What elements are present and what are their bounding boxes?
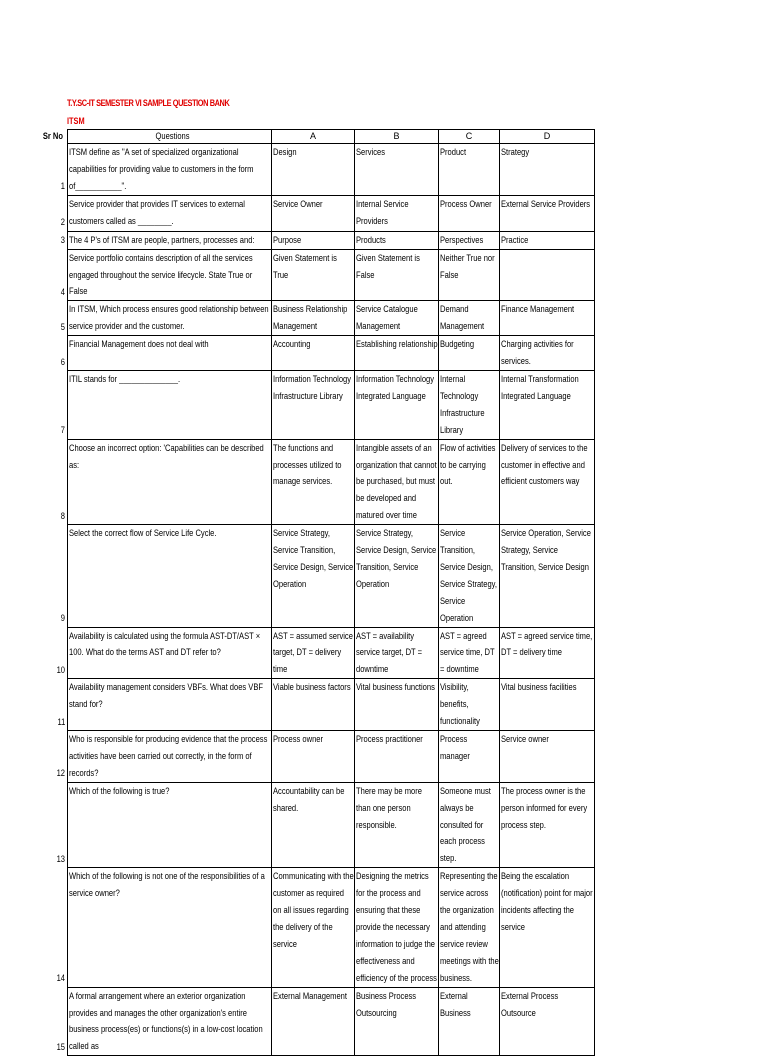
option-c-cell: Someone must always be consulted for each process step. bbox=[438, 782, 499, 868]
option-c-cell: Service Transition, Service Design, Service Strategy, Service Operation bbox=[438, 525, 499, 627]
question-table bbox=[35, 129, 595, 1056]
option-c-cell: AST = agreed service time, DT = downtime bbox=[438, 627, 499, 679]
option-a-cell: Process owner bbox=[271, 731, 354, 783]
srno-cell: 9 bbox=[61, 613, 66, 624]
table-row bbox=[35, 731, 594, 783]
option-a-cell: Communicating with the customer as required on all issues regarding the delivery of the service bbox=[271, 868, 354, 987]
option-d-cell: Internal Transformation Integrated Language bbox=[499, 370, 594, 439]
srno-cell: 5 bbox=[61, 321, 66, 332]
option-b-cell: Business Process Outsourcing bbox=[354, 987, 438, 1056]
srno-cell: 12 bbox=[57, 768, 66, 779]
option-b-cell: Process practitioner bbox=[354, 731, 438, 783]
table-row bbox=[35, 627, 594, 679]
table-row bbox=[35, 987, 594, 1056]
question-cell: Availability is calculated using the formula AST-DT/AST × 100. What do the terms AST and DT refer to? bbox=[67, 627, 271, 679]
option-b-cell: Establishing relationship bbox=[354, 336, 438, 371]
srno-cell: 2 bbox=[61, 217, 66, 228]
subject-title: ITSM bbox=[67, 116, 85, 126]
option-c-cell: Demand Management bbox=[438, 301, 499, 336]
option-d-cell: Charging activities for services. bbox=[499, 336, 594, 371]
option-b-cell: Services bbox=[354, 144, 438, 196]
option-d-cell: Practice bbox=[499, 231, 594, 249]
option-c-cell: Representing the service across the organization and attending service review meetings with the business. bbox=[438, 868, 499, 987]
table-row bbox=[35, 439, 594, 525]
question-cell: In ITSM, Which process ensures good relationship between service provider and the customer. bbox=[67, 301, 271, 336]
option-d-cell: AST = agreed service time, DT = delivery time bbox=[499, 627, 594, 679]
option-b-cell: Vital business functions bbox=[354, 679, 438, 731]
table-row bbox=[35, 231, 594, 249]
question-cell: Service provider that provides IT services to external customers called as ________. bbox=[67, 195, 271, 231]
option-c-cell: Neither True nor False bbox=[438, 249, 499, 301]
option-b-cell: AST = availability service target, DT = downtime bbox=[354, 627, 438, 679]
option-c-cell: Product bbox=[438, 144, 499, 196]
column-header-srno: Sr No bbox=[43, 130, 64, 141]
srno-cell: 4 bbox=[61, 286, 66, 297]
option-d-cell: Being the escalation (notification) point for major incidents affecting the service bbox=[499, 868, 594, 987]
question-cell: Which of the following is true? bbox=[67, 782, 271, 868]
option-c-cell: Flow of activities to be carrying out. bbox=[438, 439, 499, 525]
srno-cell: 8 bbox=[61, 510, 66, 521]
option-a-cell: Accountability can be shared. bbox=[271, 782, 354, 868]
srno-cell: 3 bbox=[61, 235, 66, 246]
option-b-cell: Intangible assets of an organization that cannot be purchased, but must be developed and matured over time bbox=[354, 439, 438, 525]
option-d-cell: Finance Management bbox=[499, 301, 594, 336]
question-cell: ITIL stands for ______________. bbox=[67, 370, 271, 439]
option-c-cell: Process Owner bbox=[438, 195, 499, 231]
option-b-cell: Products bbox=[354, 231, 438, 249]
table-row bbox=[35, 370, 594, 439]
option-b-cell: Information Technology Integrated Language bbox=[354, 370, 438, 439]
question-cell: Choose an incorrect option: 'Capabilities can be described as: bbox=[67, 439, 271, 525]
option-a-cell: AST = assumed service target, DT = delivery time bbox=[271, 627, 354, 679]
question-cell: Select the correct flow of Service Life Cycle. bbox=[67, 525, 271, 627]
option-d-cell: Delivery of services to the customer in effective and efficient customers way bbox=[499, 439, 594, 525]
option-a-cell: Design bbox=[271, 144, 354, 196]
table-row bbox=[35, 195, 594, 231]
option-b-cell: Internal Service Providers bbox=[354, 195, 438, 231]
srno-cell: 6 bbox=[61, 356, 66, 367]
option-d-cell: Strategy bbox=[499, 144, 594, 196]
option-b-cell: Designing the metrics for the process and ensuring that these provide the necessary information to judge the effectiveness and efficiency of the process bbox=[354, 868, 438, 987]
question-cell: Availability management considers VBFs. What does VBF stand for? bbox=[67, 679, 271, 731]
question-cell: Which of the following is not one of the responsibilities of a service owner? bbox=[67, 868, 271, 987]
table-row bbox=[35, 679, 594, 731]
column-header-a: A bbox=[271, 130, 354, 144]
column-header-d: D bbox=[499, 130, 594, 144]
question-cell: Service portfolio contains description of all the services engaged throughout the service lifecycle. State True or False bbox=[67, 249, 271, 301]
srno-cell: 1 bbox=[61, 181, 66, 192]
document-header bbox=[67, 98, 265, 126]
option-c-cell: Visibility, benefits, functionality bbox=[438, 679, 499, 731]
srno-cell: 13 bbox=[57, 853, 66, 864]
option-a-cell: Given Statement is True bbox=[271, 249, 354, 301]
srno-cell: 14 bbox=[57, 973, 66, 984]
question-cell: ITSM define as "A set of specialized organizational capabilities for providing value to customers in the form of___________". bbox=[67, 144, 271, 196]
option-c-cell: Internal Technology Infrastructure Library bbox=[438, 370, 499, 439]
option-a-cell: Business Relationship Management bbox=[271, 301, 354, 336]
option-c-cell: Process manager bbox=[438, 731, 499, 783]
srno-cell: 10 bbox=[57, 664, 66, 675]
option-d-cell: Vital business facilities bbox=[499, 679, 594, 731]
option-d-cell bbox=[499, 249, 594, 301]
column-header-c: C bbox=[438, 130, 499, 144]
document-title: T.Y.SC-IT SEMESTER VI SAMPLE QUESTION BANK bbox=[67, 98, 230, 108]
table-header-row bbox=[35, 130, 594, 144]
option-b-cell: There may be more than one person responsible. bbox=[354, 782, 438, 868]
option-d-cell: Service Operation, Service Strategy, Service Transition, Service Design bbox=[499, 525, 594, 627]
option-a-cell: Service Owner bbox=[271, 195, 354, 231]
option-d-cell: Service owner bbox=[499, 731, 594, 783]
option-c-cell: External Business bbox=[438, 987, 499, 1056]
option-c-cell: Budgeting bbox=[438, 336, 499, 371]
option-a-cell: Service Strategy, Service Transition, Service Design, Service Operation bbox=[271, 525, 354, 627]
question-cell: Who is responsible for producing evidence that the process activities have been carried out correctly, in the form of records? bbox=[67, 731, 271, 783]
question-cell: The 4 P's of ITSM are people, partners, processes and: bbox=[67, 231, 271, 249]
option-a-cell: Accounting bbox=[271, 336, 354, 371]
column-header-b: B bbox=[354, 130, 438, 144]
table-row bbox=[35, 249, 594, 301]
option-a-cell: External Management bbox=[271, 987, 354, 1056]
table-row bbox=[35, 301, 594, 336]
table-row bbox=[35, 525, 594, 627]
option-d-cell: The process owner is the person informed for every process step. bbox=[499, 782, 594, 868]
option-b-cell: Service Catalogue Management bbox=[354, 301, 438, 336]
question-cell: Financial Management does not deal with bbox=[67, 336, 271, 371]
srno-cell: 7 bbox=[61, 425, 66, 436]
option-a-cell: Viable business factors bbox=[271, 679, 354, 731]
srno-cell: 15 bbox=[57, 1041, 66, 1052]
option-a-cell: Information Technology Infrastructure Library bbox=[271, 370, 354, 439]
option-b-cell: Service Strategy, Service Design, Service Transition, Service Operation bbox=[354, 525, 438, 627]
option-d-cell: External Process Outsource bbox=[499, 987, 594, 1056]
option-a-cell: Purpose bbox=[271, 231, 354, 249]
option-a-cell: The functions and processes utilized to manage services. bbox=[271, 439, 354, 525]
table-row bbox=[35, 868, 594, 987]
srno-cell: 11 bbox=[57, 716, 66, 727]
column-header-questions: Questions bbox=[67, 130, 271, 144]
option-b-cell: Given Statement is False bbox=[354, 249, 438, 301]
option-c-cell: Perspectives bbox=[438, 231, 499, 249]
table-row bbox=[35, 782, 594, 868]
table-row bbox=[35, 144, 594, 196]
option-d-cell: External Service Providers bbox=[499, 195, 594, 231]
question-cell: A formal arrangement where an exterior organization provides and manages the other organization's entire business process(es) or functions(s) in a low-cost location called as bbox=[67, 987, 271, 1056]
table-row bbox=[35, 336, 594, 371]
